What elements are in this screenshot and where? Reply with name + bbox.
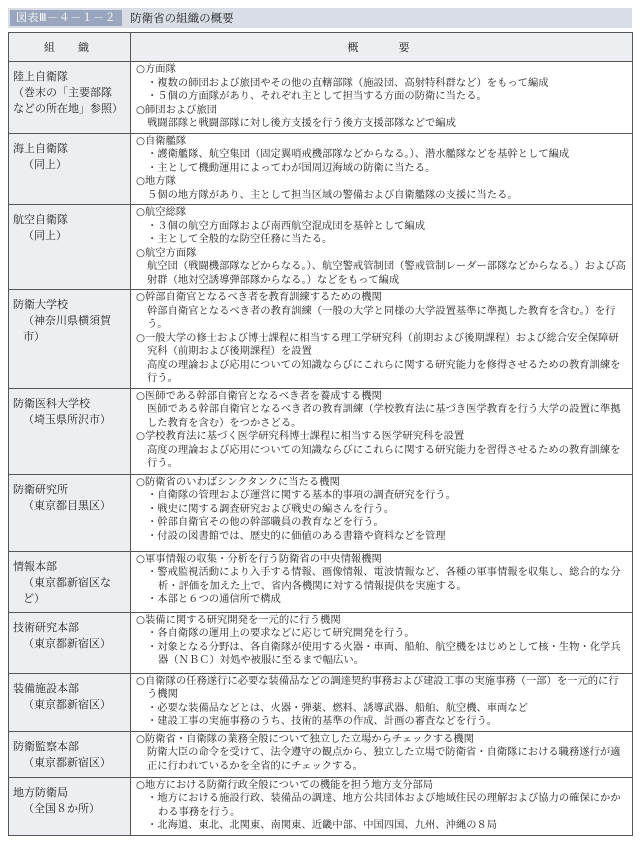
header-overview: 概 要 bbox=[131, 33, 633, 62]
overview-entry bbox=[136, 291, 627, 332]
entry-heading: ○地方における防衛行政全般についての機能を担う地方支分部局 bbox=[136, 778, 434, 791]
organization-location: （埼玉県所沢市） bbox=[23, 412, 111, 426]
entry-text: 高度の理論および応用についての知識ならびにこれらに関する研究能力を修得させるための教育訓練を行う。 bbox=[147, 358, 621, 384]
overview-entry bbox=[136, 390, 627, 431]
organization-name: 海上自衛隊 bbox=[13, 141, 68, 155]
organization-cell bbox=[9, 731, 131, 777]
entry-heading: ○医師である幹部自衛官となるべき者を養成する機関 bbox=[136, 389, 382, 402]
table-row bbox=[9, 290, 633, 389]
organization-location: （東京都新宿区） bbox=[23, 636, 111, 650]
organization-cell bbox=[9, 290, 131, 389]
entry-heading: ○方面隊 bbox=[136, 63, 176, 75]
organization-cell bbox=[9, 62, 131, 134]
table-row bbox=[9, 205, 633, 290]
organization-name: 装備施設本部 bbox=[13, 681, 79, 695]
overview-entry bbox=[136, 247, 627, 288]
table-row bbox=[9, 777, 633, 835]
entry-heading: ○地方隊 bbox=[136, 175, 176, 187]
table-row bbox=[9, 62, 633, 134]
organization-name: 情報本部 bbox=[13, 559, 57, 573]
overview-entry bbox=[136, 104, 627, 131]
entry-bullet: ・本部と６つの通信所で構成 bbox=[147, 593, 281, 605]
entry-bullet: ・建設工事の実施事務のうち、技術的基準の作成、計画の審査などを行う。 bbox=[147, 715, 498, 727]
organization-location: （同上） bbox=[23, 157, 67, 171]
entry-text: 医師である幹部自衛官となるべき者の教育訓練（学校教育法に基づき医学教育を行う大学の設置に準拠した教育を含む）をつかさどる。 bbox=[147, 403, 621, 429]
organization-name: 防衛医科大学校 bbox=[13, 396, 90, 410]
organization-location: （同上） bbox=[23, 229, 67, 242]
table-row bbox=[9, 673, 633, 731]
table-row bbox=[9, 551, 633, 612]
overview-cell bbox=[131, 388, 633, 474]
entry-bullet: ・複数の師団および旅団やその他の直轄部隊（施設団、高射特科群など）をもって編成 bbox=[147, 76, 549, 89]
organization-location: （巻末の「主要部隊 bbox=[13, 86, 112, 99]
entry-heading: ○学校教育法に基づく医学研究科博士課程に相当する医学研究科を設置 bbox=[136, 430, 465, 442]
overview-entry bbox=[136, 206, 627, 247]
table-row bbox=[9, 388, 633, 474]
entry-bullet: ・北海道、東北、北関東、南関東、近畿中部、中国四国、九州、沖縄の８局 bbox=[147, 819, 498, 831]
entry-bullet: ・３個の航空方面隊および南西航空混成団を基幹として編成 bbox=[147, 219, 426, 232]
overview-entry bbox=[136, 430, 627, 471]
organization-location: などの所在地」参照） bbox=[13, 102, 123, 115]
overview-cell bbox=[131, 474, 633, 551]
organization-name: 航空自衛隊 bbox=[13, 213, 68, 226]
overview-cell bbox=[131, 731, 633, 777]
entry-bullet: ・対象となる分野は、各自衛隊が使用する火器・車両、船舶、航空機をはじめとして核・生物・化学兵器（ＮＢＣ）対処や被服に至るまで幅広い。 bbox=[147, 640, 621, 666]
entry-heading: ○自衛艦隊 bbox=[136, 134, 187, 147]
figure-title-bar bbox=[8, 8, 632, 28]
entry-bullet: ・５個の方面隊があり、それぞれ主として担当する方面の防衛に当たる。 bbox=[147, 90, 487, 102]
organization-location: （東京都新宿区など） bbox=[23, 575, 111, 605]
organization-location: （東京都新宿区） bbox=[23, 697, 111, 711]
entry-bullet: ・主として機動運用によってわが国周辺海域の防衛に当たる。 bbox=[147, 161, 436, 174]
organization-cell bbox=[9, 474, 131, 551]
entry-text: 航空団（戦闘機部隊などからなる。）、航空警戒管制団（警戒管制レーダー部隊などからなる。）および高射群（地対空誘導弾部隊からなる。）などをもって編成 bbox=[147, 260, 626, 286]
organization-cell bbox=[9, 777, 131, 835]
organization-name: 技術研究本部 bbox=[13, 620, 79, 634]
entry-heading: ○師団および旅団 bbox=[136, 103, 218, 116]
overview-entry bbox=[136, 553, 627, 607]
organization-name: 防衛研究所 bbox=[13, 482, 68, 496]
entry-bullet: ・主として全般的な防空任務に当たる。 bbox=[147, 233, 333, 245]
entry-bullet: ・幹部自衛官その他の幹部職員の教育などを行う。 bbox=[147, 516, 384, 528]
overview-entry bbox=[136, 733, 627, 774]
overview-entry bbox=[136, 476, 627, 544]
entry-text: 戦闘部隊と戦闘部隊に対し後方支援を行う後方支援部隊などで編成 bbox=[147, 117, 456, 129]
table-body bbox=[9, 62, 633, 836]
organization-cell bbox=[9, 673, 131, 731]
entry-heading: ○航空総隊 bbox=[136, 206, 187, 218]
figure-label: 図表Ⅲ－４－１－２ bbox=[10, 10, 122, 26]
overview-entry bbox=[136, 135, 627, 176]
table-row bbox=[9, 474, 633, 551]
entry-bullet: ・各自衛隊の運用上の要求などに応じて研究開発を行う。 bbox=[147, 627, 415, 639]
overview-cell bbox=[131, 62, 633, 134]
figure-title: 防衛省の組織の概要 bbox=[130, 11, 234, 25]
entry-bullet: ・地方における施設行政、装備品の調達、地方公共団体および地域住民の理解および協力の確保にかかわる事務を行う。 bbox=[147, 792, 621, 818]
overview-entry bbox=[136, 779, 627, 833]
overview-entry bbox=[136, 675, 627, 729]
entry-heading: ○幹部自衛官となるべき者を教育訓練するための機関 bbox=[136, 291, 382, 303]
entry-bullet: ・護衛艦隊、航空集団（固定翼哨戒機部隊などからなる。）、潜水艦隊などを基幹として編成 bbox=[147, 148, 570, 160]
entry-text: 幹部自衛官となるべき者の教育訓練（一般の大学と同様の大学設置基準に準拠した教育を含む。）を行う。 bbox=[147, 304, 616, 330]
overview-cell bbox=[131, 551, 633, 612]
overview-cell bbox=[131, 290, 633, 389]
table-row bbox=[9, 612, 633, 673]
organization-cell bbox=[9, 133, 131, 205]
entry-heading: ○防衛省のいわばシンクタンクに当たる機関 bbox=[136, 475, 340, 488]
entry-heading: ○防衛省・自衛隊の業務全般について独立した立場からチェックする機関 bbox=[136, 732, 474, 745]
overview-entry bbox=[136, 175, 627, 202]
overview-entry bbox=[136, 63, 627, 104]
overview-cell bbox=[131, 612, 633, 673]
entry-bullet: ・警戒監視活動により入手する情報、画像情報、電波情報など、各種の軍事情報を収集し、総合的な分析・評価を加えた上で、省内各機関に対する情報提供を実施する。 bbox=[147, 566, 621, 592]
overview-cell bbox=[131, 133, 633, 205]
overview-cell bbox=[131, 777, 633, 835]
entry-text: 高度の理論および応用についての知識ならびにこれらに関する研究能力を習得させるための教育訓練を行う。 bbox=[147, 443, 621, 469]
entry-text: ５個の地方隊があり、主として担当区域の警備および自衛艦隊の支援に当たる。 bbox=[147, 188, 518, 201]
organization-name: 地方防衛局 bbox=[13, 785, 68, 799]
organization-cell bbox=[9, 551, 131, 612]
entry-bullet: ・戦史に関する調査研究および戦史の編さんを行う。 bbox=[147, 502, 395, 515]
organization-cell bbox=[9, 205, 131, 290]
table-row bbox=[9, 731, 633, 777]
organization-name: 陸上自衛隊 bbox=[13, 70, 68, 83]
entry-heading: ○装備に関する研究開発を一元的に行う機関 bbox=[136, 613, 341, 626]
organization-location: （神奈川県横須賀市） bbox=[23, 314, 111, 343]
organization-cell bbox=[9, 612, 131, 673]
entry-text: 防衛大臣の命令を受けて、法令遵守の観点から、独立した立場で防衛省・自衛隊における職務遂行が適正に行われているかを全省的にチェックする。 bbox=[147, 746, 621, 772]
organization-name: 防衛監察本部 bbox=[13, 739, 79, 753]
organization-table bbox=[8, 32, 633, 836]
entry-bullet: ・自衛隊の管理および運営に関する基本的事項の調査研究を行う。 bbox=[147, 489, 456, 501]
organization-location: （全国８か所） bbox=[23, 801, 100, 815]
table-row bbox=[9, 133, 633, 205]
organization-name: 防衛大学校 bbox=[13, 298, 68, 311]
entry-heading: ○航空方面隊 bbox=[136, 246, 197, 259]
entry-bullet: ・必要な装備品などとは、火器・弾薬、燃料、誘導武器、船舶、航空機、車両など bbox=[147, 701, 528, 714]
entry-bullet: ・付設の図書館では、歴史的に価値のある書籍や資料などを管理 bbox=[147, 529, 446, 542]
entry-heading: ○自衛隊の任務遂行に必要な装備品などの調達契約事務および建設工事の実施事務（一部）を一元的に行う機関 bbox=[136, 674, 619, 700]
organization-location: （東京都新宿区） bbox=[23, 755, 111, 769]
entry-heading: ○一般大学の修士および博士課程に相当する理工学研究科（前期および後期課程）および総合安全保障研究科（前期および後期課程）を設置 bbox=[136, 331, 619, 357]
overview-cell bbox=[131, 673, 633, 731]
overview-entry bbox=[136, 332, 627, 386]
table-header-row bbox=[9, 33, 633, 62]
organization-cell bbox=[9, 388, 131, 474]
overview-cell bbox=[131, 205, 633, 290]
entry-heading: ○軍事情報の収集・分析を行う防衛省の中央情報機関 bbox=[136, 552, 382, 565]
overview-entry bbox=[136, 614, 627, 668]
organization-location: （東京都目黒区） bbox=[23, 498, 111, 512]
header-organization: 組 織 bbox=[9, 33, 131, 62]
